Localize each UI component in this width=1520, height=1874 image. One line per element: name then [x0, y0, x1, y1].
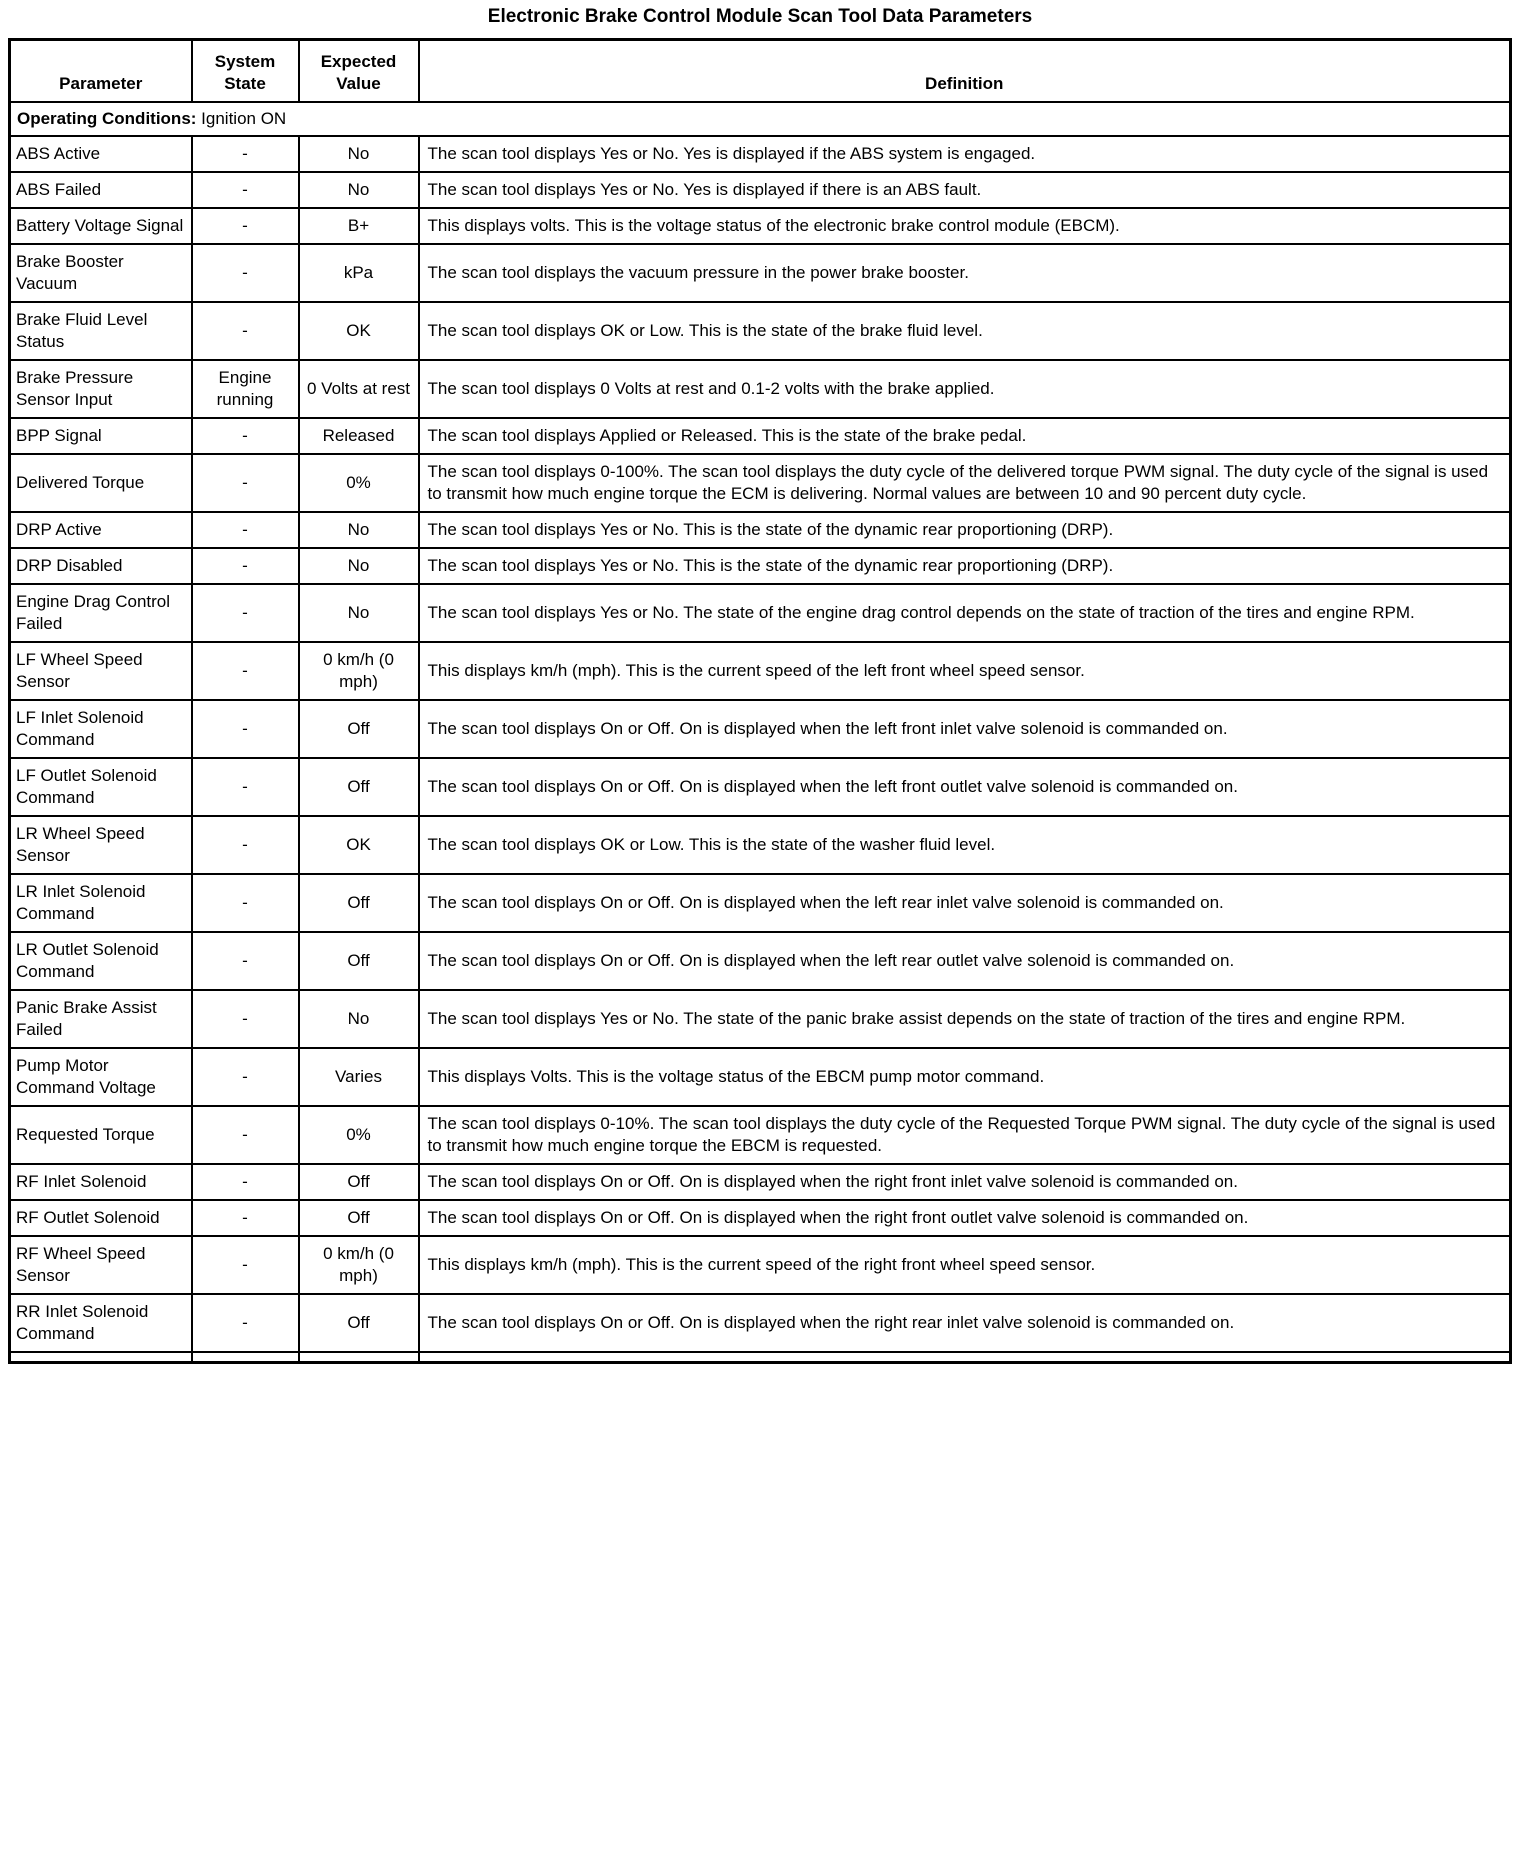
definition-cell: The scan tool displays On or Off. On is displayed when the right front inlet valve solenoid is commanded on.	[419, 1164, 1511, 1200]
definition-cell: The scan tool displays Yes or No. The state of the engine drag control depends on the state of traction of the tires and engine RPM.	[419, 584, 1511, 642]
table-row	[10, 816, 1511, 874]
system-state-cell: -	[192, 1164, 299, 1200]
table-row	[10, 454, 1511, 512]
expected-value-cell: Off	[299, 1164, 419, 1200]
table-row	[10, 418, 1511, 454]
parameter-cell: RF Outlet Solenoid	[10, 1200, 192, 1236]
parameter-cell: LR Wheel Speed Sensor	[10, 816, 192, 874]
system-state-cell: -	[192, 454, 299, 512]
cutoff-cell	[299, 1352, 419, 1363]
system-state-cell: -	[192, 208, 299, 244]
expected-value-cell: No	[299, 512, 419, 548]
parameter-cell: Engine Drag Control Failed	[10, 584, 192, 642]
system-state-cell: -	[192, 874, 299, 932]
system-state-cell: -	[192, 244, 299, 302]
header-definition: Definition	[419, 40, 1511, 103]
definition-cell: The scan tool displays Applied or Released. This is the state of the brake pedal.	[419, 418, 1511, 454]
expected-value-cell: Off	[299, 874, 419, 932]
expected-value-cell: 0 km/h (0 mph)	[299, 642, 419, 700]
operating-conditions-row	[10, 102, 1511, 136]
parameter-cell: Brake Booster Vacuum	[10, 244, 192, 302]
table-row	[10, 302, 1511, 360]
parameter-cell: Brake Pressure Sensor Input	[10, 360, 192, 418]
parameter-cell: Brake Fluid Level Status	[10, 302, 192, 360]
system-state-cell: -	[192, 1294, 299, 1352]
definition-cell: The scan tool displays On or Off. On is displayed when the right front outlet valve solenoid is commanded on.	[419, 1200, 1511, 1236]
system-state-cell: -	[192, 512, 299, 548]
expected-value-cell: OK	[299, 816, 419, 874]
table-row	[10, 244, 1511, 302]
cutoff-cell	[419, 1352, 1511, 1363]
expected-value-cell: Varies	[299, 1048, 419, 1106]
definition-cell: The scan tool displays Yes or No. Yes is displayed if there is an ABS fault.	[419, 172, 1511, 208]
expected-value-cell: No	[299, 548, 419, 584]
system-state-cell: -	[192, 990, 299, 1048]
header-expected-value: Expected Value	[299, 40, 419, 103]
parameter-cell: Panic Brake Assist Failed	[10, 990, 192, 1048]
expected-value-cell: 0 Volts at rest	[299, 360, 419, 418]
definition-cell: The scan tool displays Yes or No. This is the state of the dynamic rear proportioning (DRP).	[419, 548, 1511, 584]
expected-value-cell: 0%	[299, 1106, 419, 1164]
expected-value-cell: Off	[299, 932, 419, 990]
expected-value-cell: Off	[299, 1294, 419, 1352]
expected-value-cell: Off	[299, 700, 419, 758]
system-state-cell: -	[192, 642, 299, 700]
definition-cell: The scan tool displays On or Off. On is displayed when the left rear outlet valve solenoid is commanded on.	[419, 932, 1511, 990]
table-row	[10, 642, 1511, 700]
parameter-cell: BPP Signal	[10, 418, 192, 454]
table-row	[10, 1294, 1511, 1352]
parameter-cell: RR Inlet Solenoid Command	[10, 1294, 192, 1352]
parameter-cell: LR Inlet Solenoid Command	[10, 874, 192, 932]
table-body	[10, 136, 1511, 1352]
parameter-cell: LF Wheel Speed Sensor	[10, 642, 192, 700]
table-row	[10, 1200, 1511, 1236]
definition-cell: The scan tool displays 0-100%. The scan tool displays the duty cycle of the delivered torque PWM signal. The duty cycle of the signal is used to transmit how much engine torque the ECM is delivering. Normal values are between 10 and 90 percent duty cycle.	[419, 454, 1511, 512]
cutoff-cell	[10, 1352, 192, 1363]
system-state-cell: -	[192, 418, 299, 454]
parameter-cell: ABS Failed	[10, 172, 192, 208]
system-state-cell: -	[192, 1236, 299, 1294]
parameter-cell: RF Wheel Speed Sensor	[10, 1236, 192, 1294]
definition-cell: The scan tool displays OK or Low. This is the state of the brake fluid level.	[419, 302, 1511, 360]
expected-value-cell: No	[299, 990, 419, 1048]
system-state-cell: -	[192, 816, 299, 874]
header-row	[10, 40, 1511, 103]
parameter-cell: DRP Active	[10, 512, 192, 548]
table-row	[10, 1164, 1511, 1200]
expected-value-cell: Off	[299, 1200, 419, 1236]
expected-value-cell: OK	[299, 302, 419, 360]
definition-cell: The scan tool displays OK or Low. This is the state of the washer fluid level.	[419, 816, 1511, 874]
parameter-cell: Delivered Torque	[10, 454, 192, 512]
expected-value-cell: No	[299, 172, 419, 208]
system-state-cell: Engine running	[192, 360, 299, 418]
parameter-cell: RF Inlet Solenoid	[10, 1164, 192, 1200]
expected-value-cell: Off	[299, 758, 419, 816]
expected-value-cell: No	[299, 136, 419, 172]
definition-cell: This displays volts. This is the voltage status of the electronic brake control module (EBCM).	[419, 208, 1511, 244]
expected-value-cell: No	[299, 584, 419, 642]
table-row-cutoff	[10, 1352, 1511, 1363]
definition-cell: This displays km/h (mph). This is the current speed of the left front wheel speed sensor.	[419, 642, 1511, 700]
table-row	[10, 172, 1511, 208]
system-state-cell: -	[192, 1200, 299, 1236]
table-row	[10, 360, 1511, 418]
definition-cell: This displays Volts. This is the voltage status of the EBCM pump motor command.	[419, 1048, 1511, 1106]
operating-conditions-value: Ignition ON	[201, 109, 287, 128]
scan-tool-data-table	[8, 38, 1512, 1364]
definition-cell: The scan tool displays the vacuum pressure in the power brake booster.	[419, 244, 1511, 302]
definition-cell: The scan tool displays On or Off. On is displayed when the right rear inlet valve solenoid is commanded on.	[419, 1294, 1511, 1352]
system-state-cell: -	[192, 548, 299, 584]
operating-conditions-cell	[10, 102, 1511, 136]
cutoff-cell	[192, 1352, 299, 1363]
parameter-cell: ABS Active	[10, 136, 192, 172]
system-state-cell: -	[192, 758, 299, 816]
definition-cell: The scan tool displays 0-10%. The scan tool displays the duty cycle of the Requested Torque PWM signal. The duty cycle of the signal is used to transmit how much engine torque the EBCM is requested.	[419, 1106, 1511, 1164]
system-state-cell: -	[192, 932, 299, 990]
definition-cell: This displays km/h (mph). This is the current speed of the right front wheel speed sensor.	[419, 1236, 1511, 1294]
table-row	[10, 584, 1511, 642]
table-row	[10, 700, 1511, 758]
parameter-cell: Requested Torque	[10, 1106, 192, 1164]
table-row	[10, 512, 1511, 548]
table-row	[10, 874, 1511, 932]
parameter-cell: LF Inlet Solenoid Command	[10, 700, 192, 758]
table-row	[10, 758, 1511, 816]
system-state-cell: -	[192, 584, 299, 642]
parameter-cell: DRP Disabled	[10, 548, 192, 584]
table-row	[10, 136, 1511, 172]
expected-value-cell: 0%	[299, 454, 419, 512]
definition-cell: The scan tool displays Yes or No. Yes is displayed if the ABS system is engaged.	[419, 136, 1511, 172]
table-row	[10, 1048, 1511, 1106]
system-state-cell: -	[192, 700, 299, 758]
expected-value-cell: kPa	[299, 244, 419, 302]
system-state-cell: -	[192, 1106, 299, 1164]
definition-cell: The scan tool displays On or Off. On is displayed when the left front inlet valve solenoid is commanded on.	[419, 700, 1511, 758]
header-system-state: System State	[192, 40, 299, 103]
parameter-cell: Pump Motor Command Voltage	[10, 1048, 192, 1106]
header-parameter: Parameter	[10, 40, 192, 103]
definition-cell: The scan tool displays On or Off. On is displayed when the left rear inlet valve solenoid is commanded on.	[419, 874, 1511, 932]
parameter-cell: LR Outlet Solenoid Command	[10, 932, 192, 990]
definition-cell: The scan tool displays Yes or No. The state of the panic brake assist depends on the state of traction of the tires and engine RPM.	[419, 990, 1511, 1048]
expected-value-cell: B+	[299, 208, 419, 244]
parameter-cell: Battery Voltage Signal	[10, 208, 192, 244]
table-row	[10, 932, 1511, 990]
definition-cell: The scan tool displays Yes or No. This is the state of the dynamic rear proportioning (DRP).	[419, 512, 1511, 548]
page-title: Electronic Brake Control Module Scan Tool Data Parameters	[487, 6, 1033, 27]
expected-value-cell: Released	[299, 418, 419, 454]
definition-cell: The scan tool displays On or Off. On is displayed when the left front outlet valve solenoid is commanded on.	[419, 758, 1511, 816]
expected-value-cell: 0 km/h (0 mph)	[299, 1236, 419, 1294]
system-state-cell: -	[192, 302, 299, 360]
system-state-cell: -	[192, 172, 299, 208]
table-row	[10, 1106, 1511, 1164]
table-row	[10, 1236, 1511, 1294]
system-state-cell: -	[192, 1048, 299, 1106]
table-header	[10, 40, 1511, 103]
table-row	[10, 548, 1511, 584]
definition-cell: The scan tool displays 0 Volts at rest and 0.1-2 volts with the brake applied.	[419, 360, 1511, 418]
table-row	[10, 208, 1511, 244]
operating-conditions-label: Operating Conditions:	[17, 109, 197, 128]
table-row	[10, 990, 1511, 1048]
parameter-cell: LF Outlet Solenoid Command	[10, 758, 192, 816]
system-state-cell: -	[192, 136, 299, 172]
